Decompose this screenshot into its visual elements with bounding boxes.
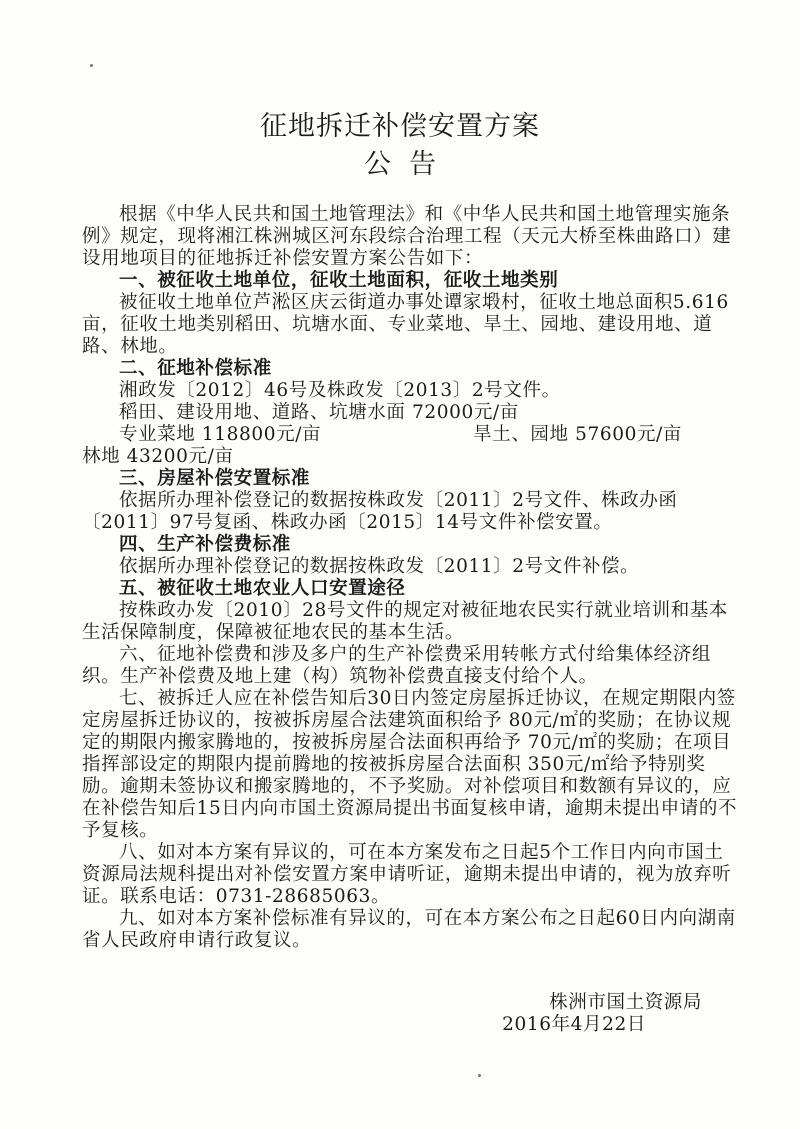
section-2-line-1: 湘政发〔2012〕46号及株政发〔2013〕2号文件。: [119, 380, 561, 401]
section-5-text: 按株政办发〔2010〕28号文件的规定对被征地农民实行就业培训和基本生活保障制度，保障被征地农民的基本生活。: [82, 600, 729, 643]
section-3-heading: 三、房屋补偿安置标准: [119, 468, 311, 489]
section-1-heading: 一、被征收土地单位，征收土地面积，征收土地类别: [119, 270, 559, 291]
document-title: 征地拆迁补偿安置方案: [260, 111, 540, 142]
section-1-text: 被征收土地单位芦淞区庆云街道办事处谭家塅村，征收土地总面积5.616亩，征收土地类别稻田、坑塘水面、专业菜地、旱土、园地、建设用地、道路、林地。: [82, 292, 729, 357]
scan-speck: [90, 64, 93, 67]
section-2-heading: 二、征地补偿标准: [119, 358, 272, 379]
vegetable-land-rate: 专业菜地 118800元/亩: [119, 424, 322, 445]
section-8-text: 八、如对本方案有异议的，可在本方案发布之日起5个工作日内向市国土资源局法规科提出对补偿安置方案申请听证，逾期未提出申请的，视为放弃听证。联系电话：0731-28685063。: [82, 842, 732, 907]
dry-land-rate: 旱土、园地 57600元/亩: [473, 424, 682, 445]
section-6-text: 六、征地补偿费和涉及多户的生产补偿费采用转帐方式付给集体经济组织。生产补偿费及地上建（构）筑物补偿费直接支付给个人。: [82, 644, 712, 687]
section-3-text: 依据所办理补偿登记的数据按株政发〔2011〕2号文件、株政办函〔2011〕97号复函、株政办函〔2015〕14号文件补偿安置。: [82, 490, 678, 533]
section-4-heading: 四、生产补偿费标准: [119, 534, 291, 555]
intro-paragraph: 根据《中华人民共和国土地管理法》和《中华人民共和国土地管理实施条例》规定，现将湘江株洲城区河东段综合治理工程（天元大桥至株曲路口）建设用地项目的征地拆迁补偿安置方案公告如下：: [82, 204, 732, 269]
signature-block: [482, 992, 702, 1036]
section-7-text: 七、被拆迁人应在补偿告知后30日内签定房屋拆迁协议，在规定期限内签定房屋拆迁协议的，按被拆房屋合法建筑面积给予 80元/㎡的奖励；在协议规定的期限内搬家腾地的，按被拆房屋合法面积再给予 70元/㎡的奖励；在项目指挥部设定的期限内提前腾地的按被拆房屋合法面积 350元/㎡给予特别奖励。逾期未签协议和搬家腾地的，不予奖励。对补偿项目和数额有异议的，应在补偿告知后15日内向市国土资源局提出书面复核申请，逾期未提出申请的不予复核。: [82, 688, 738, 841]
section-9-text: 九、如对本方案补偿标准有异议的，可在本方案公布之日起60日内向湖南省人民政府申请行政复议。: [82, 908, 736, 951]
section-5-heading: 五、被征收土地农业人口安置途径: [119, 578, 406, 599]
issue-date: 2016年4月22日: [502, 1014, 646, 1035]
section-2-line-4: 林地 43200元/亩: [82, 446, 234, 467]
document-body: [82, 204, 742, 952]
document-subtitle: 公告: [364, 149, 454, 180]
scan-speck: [478, 1074, 481, 1077]
section-2-line-3: [82, 424, 742, 446]
issuer-name: 株洲市国土资源局: [549, 992, 702, 1013]
section-4-text: 依据所办理补偿登记的数据按株政发〔2011〕2号文件补偿。: [119, 556, 640, 577]
section-2-line-2: 稻田、建设用地、道路、坑塘水面 72000元/亩: [119, 402, 519, 423]
